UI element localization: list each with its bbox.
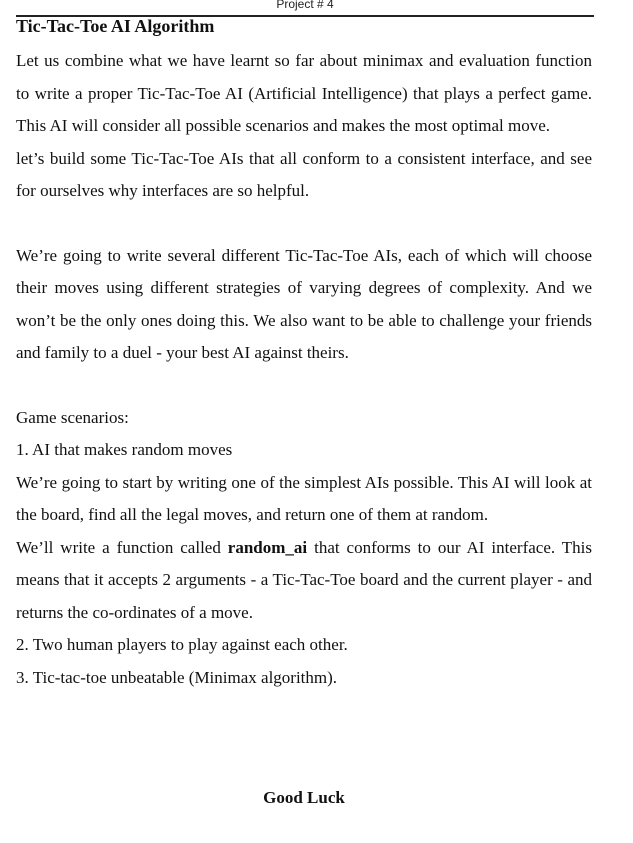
desc-text-after: that conforms to our AI interface. This means that it accepts 2 arguments - a Tic-Tac-Toe board and the current player - and returns the co-ordinates of a move. bbox=[16, 537, 592, 622]
scenario-1-function-description bbox=[16, 532, 592, 630]
scenario-3-label: 3. Tic-tac-toe unbeatable (Minimax algorithm). bbox=[16, 667, 338, 687]
scenarios-heading: Game scenarios: bbox=[16, 407, 129, 427]
closing-text: Good Luck bbox=[263, 788, 345, 807]
document-body bbox=[16, 45, 592, 694]
function-name: random_ai bbox=[227, 537, 308, 557]
scenario-1-description: We’re going to start by writing one of the simplest AIs possible. This AI will look at the board, find all the legal moves, and return one of them at random. bbox=[16, 472, 592, 524]
intro-paragraph-1: Let us combine what we have learnt so far about minimax and evaluation function to write a proper Tic-Tac-Toe AI (Artificial Intelligence) that plays a perfect game. This AI will consider all possible scenarios and makes the most optimal move. bbox=[16, 51, 592, 135]
scenario-1-label: 1. AI that makes random moves bbox=[16, 440, 233, 459]
intro-paragraph-2: let’s build some Tic-Tac-Toe AIs that all conform to a consistent interface, and see for ourselves why interfaces are so helpful. bbox=[16, 148, 592, 200]
project-number: Project # 4 bbox=[276, 0, 334, 11]
paragraph-gap bbox=[16, 370, 592, 402]
paragraph-gap bbox=[16, 208, 592, 240]
intro-paragraph-3: We’re going to write several different Tic-Tac-Toe AIs, each of which will choose their moves using different strategies of varying degrees of complexity. And we won’t be the only ones doing this. We also want to be able to challenge your friends and family to a duel - your best AI against theirs. bbox=[16, 245, 592, 362]
page-header bbox=[16, 0, 594, 17]
scenario-2-label: 2. Two human players to play against each other. bbox=[16, 635, 348, 654]
document-title: Tic-Tac-Toe AI Algorithm bbox=[16, 16, 215, 36]
desc-text-before: We’ll write a function called bbox=[16, 537, 228, 557]
